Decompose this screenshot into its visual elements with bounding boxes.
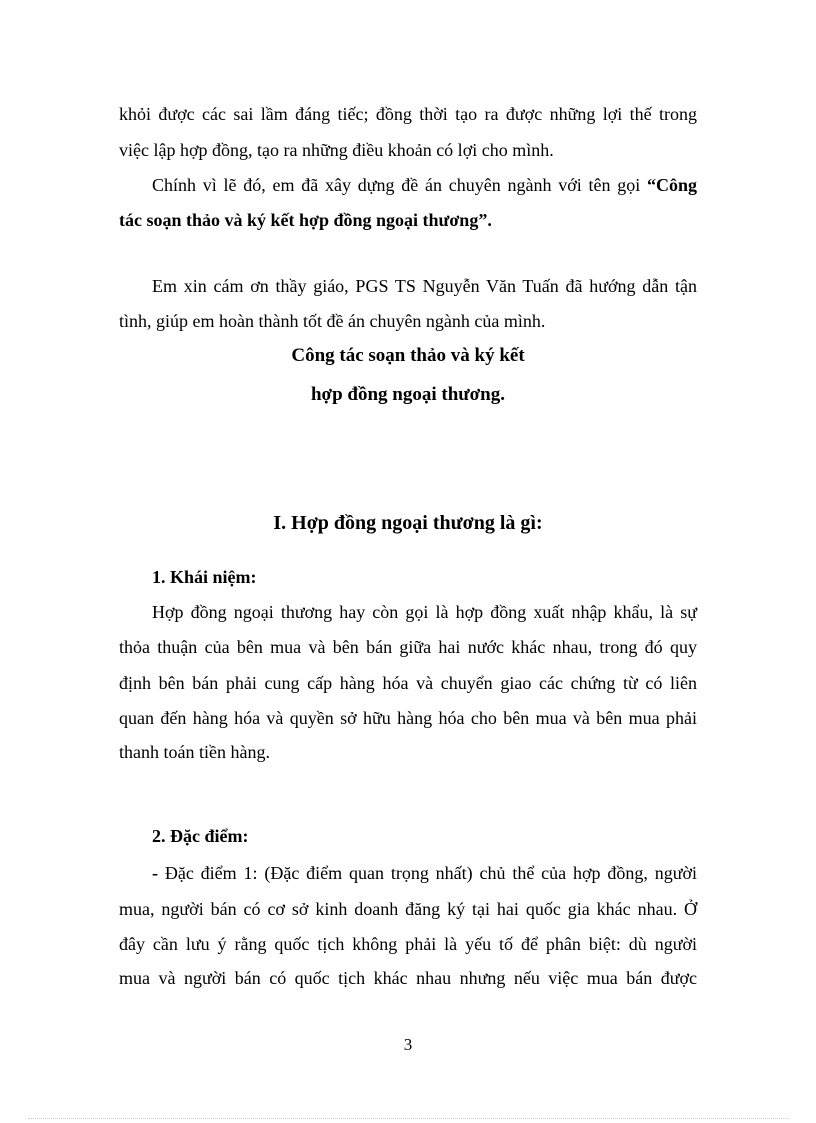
paragraph-line xyxy=(152,174,697,196)
subsection-heading: 1. Khái niệm: xyxy=(152,567,257,587)
paragraph-line: Em xin cám ơn thầy giáo, PGS TS Nguyễn Văn Tuấn đã hướng dẫn tận xyxy=(152,276,697,296)
paragraph-line: việc lập hợp đồng, tạo ra những điều khoản có lợi cho mình. xyxy=(119,140,554,160)
project-title-inline: tác soạn thảo và ký kết hợp đồng ngoại thương”. xyxy=(119,210,492,230)
paragraph-line: khỏi được các sai lầm đáng tiếc; đồng thời tạo ra được những lợi thế trong xyxy=(119,104,697,124)
paragraph-line: mua, người bán có cơ sở kinh doanh đăng ký tại hai quốc gia khác nhau. Ở xyxy=(119,899,697,919)
paragraph-line: quan đến hàng hóa và quyền sở hữu hàng hóa cho bên mua và bên mua phải xyxy=(119,708,697,728)
paragraph-line: thanh toán tiền hàng. xyxy=(119,742,270,762)
paragraph-text: Chính vì lẽ đó, em đã xây dựng đề án chuyên ngành với tên gọi xyxy=(152,175,647,195)
subsection-heading: 2. Đặc điểm: xyxy=(152,826,249,846)
paragraph-line: Hợp đồng ngoại thương hay còn gọi là hợp đồng xuất nhập khẩu, là sự xyxy=(152,602,697,622)
paragraph-line xyxy=(152,862,697,884)
paragraph-line: thỏa thuận của bên mua và bên bán giữa hai nước khác nhau, trong đó quy xyxy=(119,637,697,657)
section-heading: I. Hợp đồng ngoại thương là gì: xyxy=(273,512,543,534)
document-title-line: Công tác soạn thảo và ký kết xyxy=(291,345,525,366)
page-bottom-border xyxy=(28,1118,788,1119)
project-title-inline: “Công xyxy=(646,175,697,195)
paragraph-line: định bên bán phải cung cấp hàng hóa và chuyển giao các chứng từ có liên xyxy=(119,673,697,693)
paragraph-line: tình, giúp em hoàn thành tốt đề án chuyên ngành của mình. xyxy=(119,311,546,331)
paragraph-text: Đặc điểm 1: (Đặc điểm quan trọng nhất) chủ thể của hợp đồng, người xyxy=(164,863,697,883)
document-title-line: hợp đồng ngoại thương. xyxy=(310,384,506,405)
paragraph-line: đây cần lưu ý rằng quốc tịch không phải là yếu tố để phân biệt: dù người xyxy=(119,934,697,954)
page-number: 3 xyxy=(403,1035,413,1054)
list-bullet: - xyxy=(152,863,165,883)
paragraph-line: mua và người bán có quốc tịch khác nhau nhưng nếu việc mua bán được xyxy=(119,968,697,988)
